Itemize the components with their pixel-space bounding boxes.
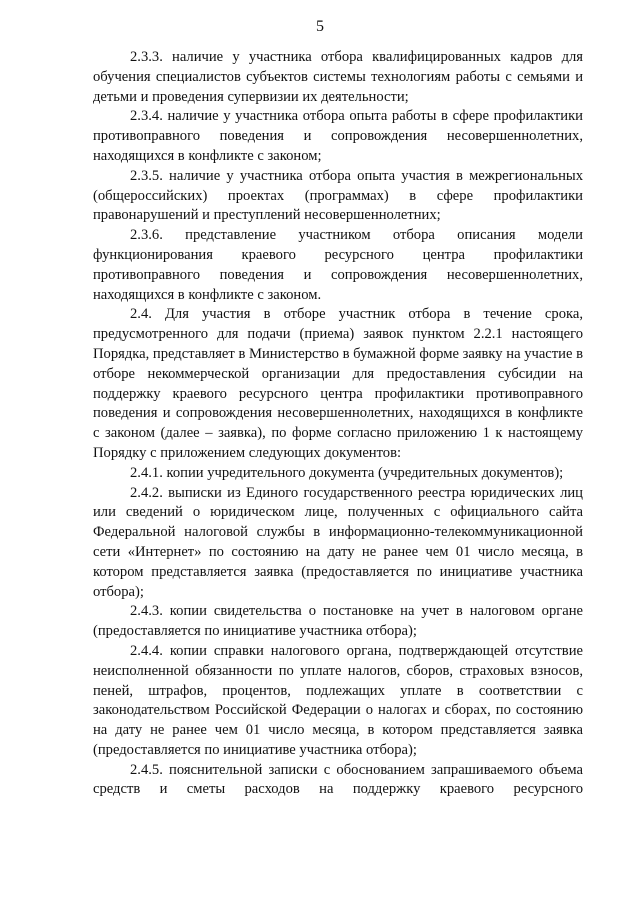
paragraph-2-4-5: 2.4.5. пояснительной записки с обоснованием запрашиваемого объема средств и сметы расходов на поддержку краевого ресурсного — [93, 761, 583, 798]
paragraph-2-4-1: 2.4.1. копии учредительного документа (учредительных документов); — [130, 464, 564, 481]
paragraph-2-4-2: 2.4.2. выписки из Единого государственного реестра юридических лиц или сведений о юридическом лице, полученных с официального сайта Федеральной налоговой службы в информационно-телекоммуникационной сети «Интернет» по состоянию на дату не ранее чем 01 число месяца, в котором представляется заявка (предоставляется по инициативе участника отбора); — [93, 484, 583, 600]
document-body — [93, 48, 583, 800]
paragraph-2-3-5: 2.3.5. наличие у участника отбора опыта участия в межрегиональных (общероссийских) проектах (программах) в сфере профилактики правонарушений и преступлений несовершеннолетних; — [93, 167, 583, 224]
paragraph-2-4-3: 2.4.3. копии свидетельства о постановке на учет в налоговом органе (предоставляется по инициативе участника отбора); — [93, 603, 583, 640]
paragraph-2-3-4: 2.3.4. наличие у участника отбора опыта работы в сфере профилактики противоправного поведения и сопровождения несовершеннолетних, находящихся в конфликте с законом; — [93, 108, 583, 164]
paragraph-2-3-6: 2.3.6. представление участником отбора описания модели функционирования краевого ресурсного центра профилактики противоправного поведения и сопровождения несовершеннолетних, находящихся в конфликте с законом. — [93, 227, 583, 303]
paragraph-2-4-4: 2.4.4. копии справки налогового органа, подтверждающей отсутствие неисполненной обязанности по уплате налогов, сборов, страховых взносов, пеней, штрафов, процентов, подлежащих уплате в соответствии с законодательством Российской Федерации о налогах и сборах, по состоянию на дату не ранее чем 01 число месяца, в котором представляется заявка (предоставляется по инициативе участника отбора); — [93, 642, 583, 758]
page-number: 5 — [316, 18, 324, 35]
paragraph-2-4: 2.4. Для участия в отборе участник отбора в течение срока, предусмотренного для подачи (приема) заявок пунктом 2.2.1 настоящего Порядка, представляет в Министерство в бумажной форме заявку на участие в отборе некоммерческой организации для предоставления субсидии на поддержку краевого ресурсного центра профилактики противоправного поведения и сопровождения несовершеннолетних, находящихся в конфликте с законом (далее – заявка), по форме согласно приложению 1 к настоящему Порядку с приложением следующих документов: — [93, 306, 583, 461]
paragraph-2-3-3: 2.3.3. наличие у участника отбора квалифицированных кадров для обучения специалистов субъектов системы технологиям работы с семьями и детьми и проведения супервизии их деятельности; — [93, 49, 583, 105]
